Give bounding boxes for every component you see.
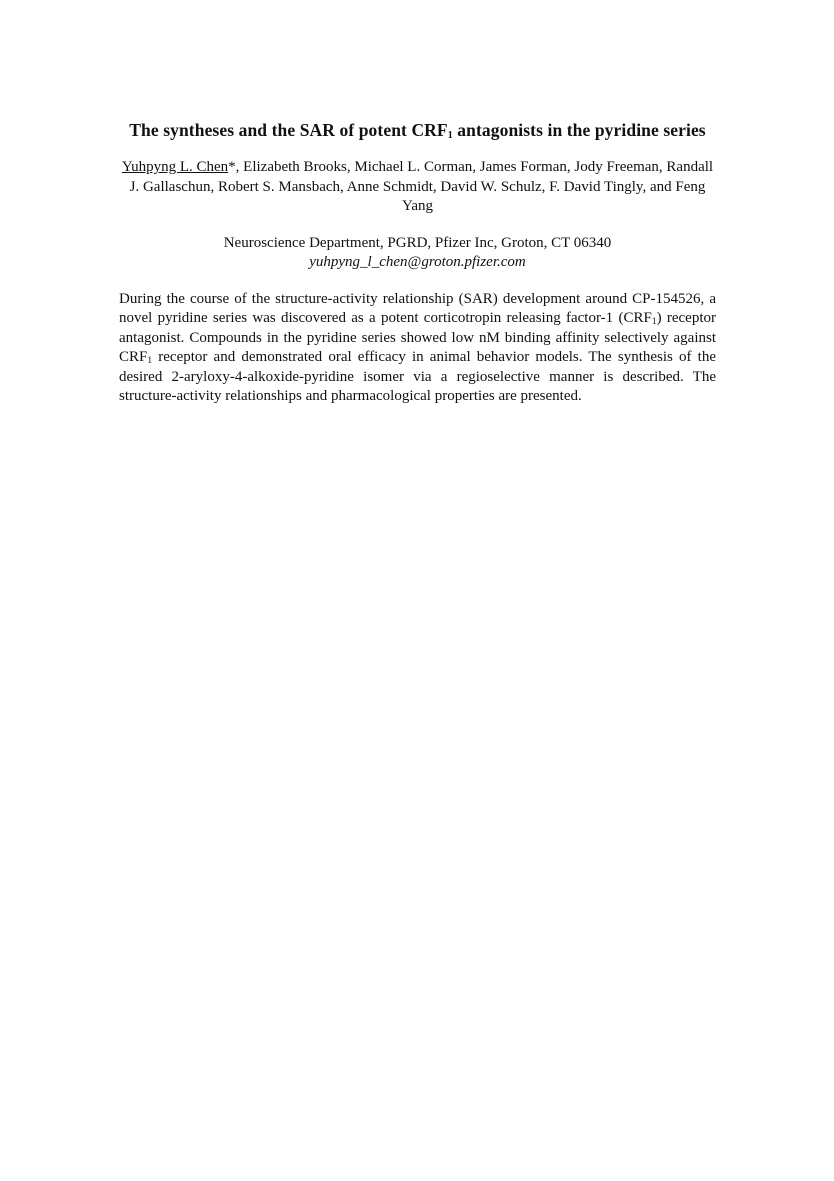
- title-text-part2: antagonists in the pyridine series: [452, 120, 706, 140]
- title-subscript: 1: [447, 130, 453, 141]
- presenting-author: Yuhpyng L. Chen: [121, 159, 229, 175]
- co-authors: , Elizabeth Brooks, Michael L. Corman, James Forman, Jody Freeman, Randall J. Gallaschun, Robert S. Mansbach, Anne Schmidt, David W. Schulz, F. David Tingly, and Feng Yang: [129, 159, 714, 214]
- title-text-part1: The syntheses and the SAR of potent CRF: [129, 120, 448, 140]
- contact-email: yuhpyng_l_chen@groton.pfizer.com: [309, 254, 526, 270]
- abstract-segment-3: receptor and demonstrated oral efficacy in animal behavior models. The synthesis of the desired 2-aryloxy-4-alkoxide-pyridine isomer via a regioselective manner is described. The structure-activity relationships and pharmacological properties are presented.: [119, 349, 716, 404]
- abstract-segment-2: ) receptor antagonist. Compounds in the pyridine series showed low nM binding affinity selectively against CRF: [119, 310, 716, 365]
- abstract-segment-1: During the course of the structure-activity relationship (SAR) development around CP-154526, a novel pyridine series was discovered as a potent corticotropin releasing factor-1 (CRF: [119, 290, 716, 326]
- paper-page: [119, 118, 716, 407]
- abstract-subscript-1: 1: [651, 317, 657, 327]
- abstract-subscript-2: 1: [147, 356, 153, 366]
- presenting-author-mark: *: [228, 159, 236, 175]
- author-list: [119, 158, 716, 217]
- abstract-paragraph: [119, 290, 716, 407]
- affiliation-block: [119, 234, 716, 273]
- paper-title: [119, 118, 716, 142]
- department-line: Neuroscience Department, PGRD, Pfizer Inc, Groton, CT 06340: [223, 234, 612, 251]
